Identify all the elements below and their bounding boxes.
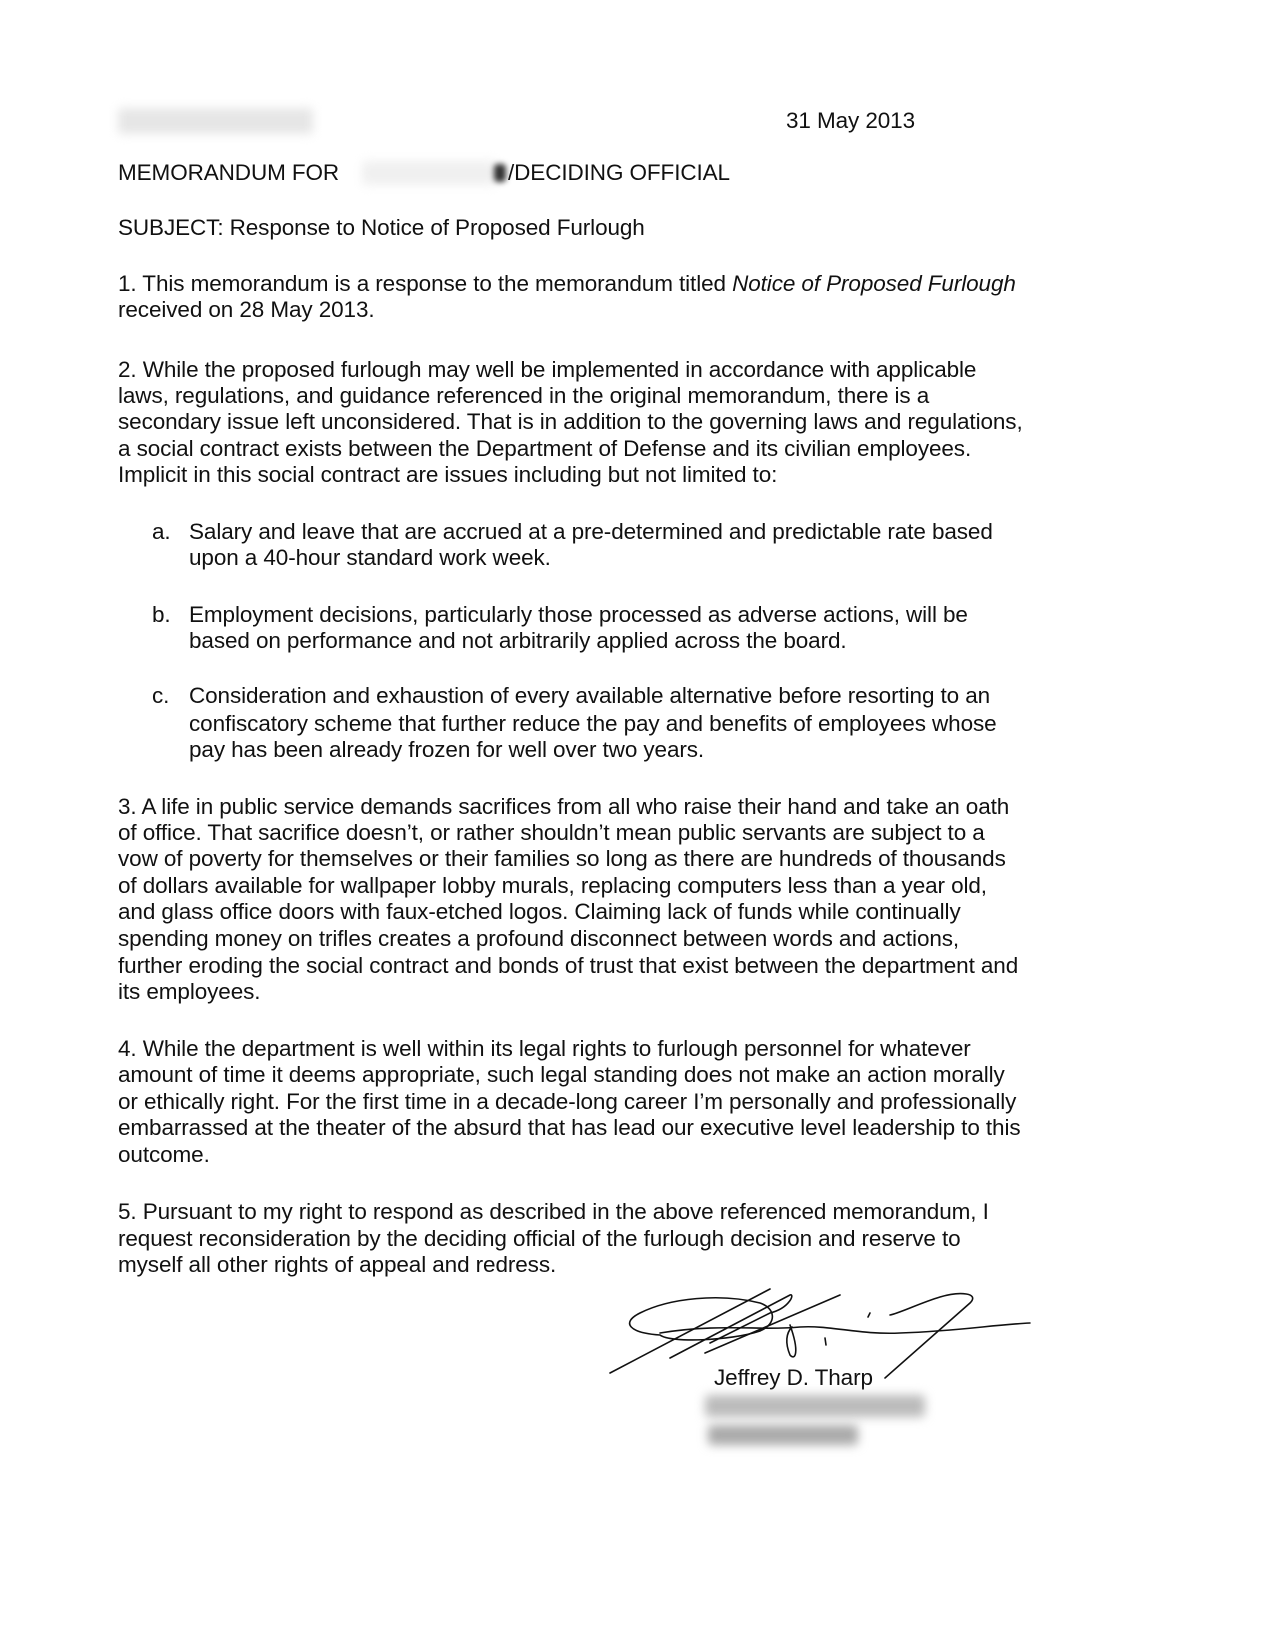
paragraph-3-line: further eroding the social contract and bonds of trust that exist between the department and — [118, 953, 1019, 978]
list-item-a-line: upon a 40-hour standard work week. — [189, 545, 551, 570]
redacted-office-symbol — [118, 108, 313, 134]
list-item-b-marker: b. — [152, 602, 171, 627]
paragraph-3-line: its employees. — [118, 979, 261, 1004]
list-item-c-marker: c. — [152, 683, 170, 708]
list-item-b-line: based on performance and not arbitrarily applied across the board. — [189, 628, 847, 653]
paragraph-5-line: request reconsideration by the deciding official of the furlough decision and reserve to — [118, 1226, 961, 1251]
paragraph-2-line: 2. While the proposed furlough may well be implemented in accordance with applicable — [118, 357, 977, 382]
paragraph-4-line: 4. While the department is well within its legal rights to furlough personnel for whatever — [118, 1036, 971, 1061]
list-item-c-line: Consideration and exhaustion of every available alternative before resorting to an — [189, 683, 991, 708]
paragraph-1-line: received on 28 May 2013. — [118, 297, 375, 322]
paragraph-3-line: vow of poverty for themselves or their families so long as there are hundreds of thousands — [118, 846, 1006, 871]
memo-for-suffix: /DECIDING OFFICIAL — [508, 160, 730, 185]
paragraph-4-line: outcome. — [118, 1142, 210, 1167]
paragraph-4-line: amount of time it deems appropriate, such legal standing does not make an action morally — [118, 1062, 1005, 1087]
paragraph-3-line: 3. A life in public service demands sacrifices from all who raise their hand and take an oath — [118, 794, 1010, 819]
list-item-c-line: confiscatory scheme that further reduce the pay and benefits of employees whose — [189, 711, 997, 736]
paragraph-4-line: embarrassed at the theater of the absurd that has lead our executive level leadership to this — [118, 1115, 1021, 1140]
list-item-c-line: pay has been already frozen for well over two years. — [189, 737, 705, 762]
paragraph-4-line: or ethically right. For the first time in a decade-long career I’m personally and professionally — [118, 1089, 1017, 1114]
paragraph-3-line: of office. That sacrifice doesn’t, or rather shouldn’t mean public servants are subject to a — [118, 820, 985, 845]
paragraph-3-line: and glass office doors with faux-etched logos. Claiming lack of funds while continually — [118, 899, 961, 924]
paragraph-2-line: Implicit in this social contract are issues including but not limited to: — [118, 462, 778, 487]
paragraph-2-line: laws, regulations, and guidance referenced in the original memorandum, there is a — [118, 383, 930, 408]
paragraph-1-line — [118, 271, 1016, 297]
paragraph-5-line: 5. Pursuant to my right to respond as described in the above referenced memorandum, I — [118, 1199, 989, 1224]
memo-subject: SUBJECT: Response to Notice of Proposed Furlough — [118, 215, 645, 240]
paragraph-2-line: a social contract exists between the Department of Defense and its civilian employees. — [118, 436, 972, 461]
signer-name: Jeffrey D. Tharp — [714, 1365, 873, 1390]
paragraph-3-line: of dollars available for wallpaper lobby murals, replacing computers less than a year old, — [118, 873, 987, 898]
list-item-a-line: Salary and leave that are accrued at a pre-determined and predictable rate based — [189, 519, 993, 544]
list-item-a-marker: a. — [152, 519, 171, 544]
paragraph-2-line: secondary issue left unconsidered. That is in addition to the governing laws and regulations, — [118, 409, 1023, 434]
memo-date: 31 May 2013 — [786, 108, 915, 133]
paragraph-5-line: myself all other rights of appeal and redress. — [118, 1252, 557, 1277]
paragraph-3-line: spending money on trifles creates a profound disconnect between words and actions, — [118, 926, 960, 951]
redacted-signer-office — [708, 1425, 858, 1445]
referenced-memo-title: Notice of Proposed Furlough — [732, 271, 1016, 296]
redacted-recipient — [362, 161, 497, 185]
list-item-b-line: Employment decisions, particularly those processed as adverse actions, will be — [189, 602, 968, 627]
paragraph-1-text: 1. This memorandum is a response to the memorandum titled — [118, 271, 733, 296]
memo-for-prefix: MEMORANDUM FOR — [118, 160, 340, 185]
redacted-recipient-edge — [494, 164, 506, 182]
redacted-signer-title — [705, 1395, 925, 1417]
